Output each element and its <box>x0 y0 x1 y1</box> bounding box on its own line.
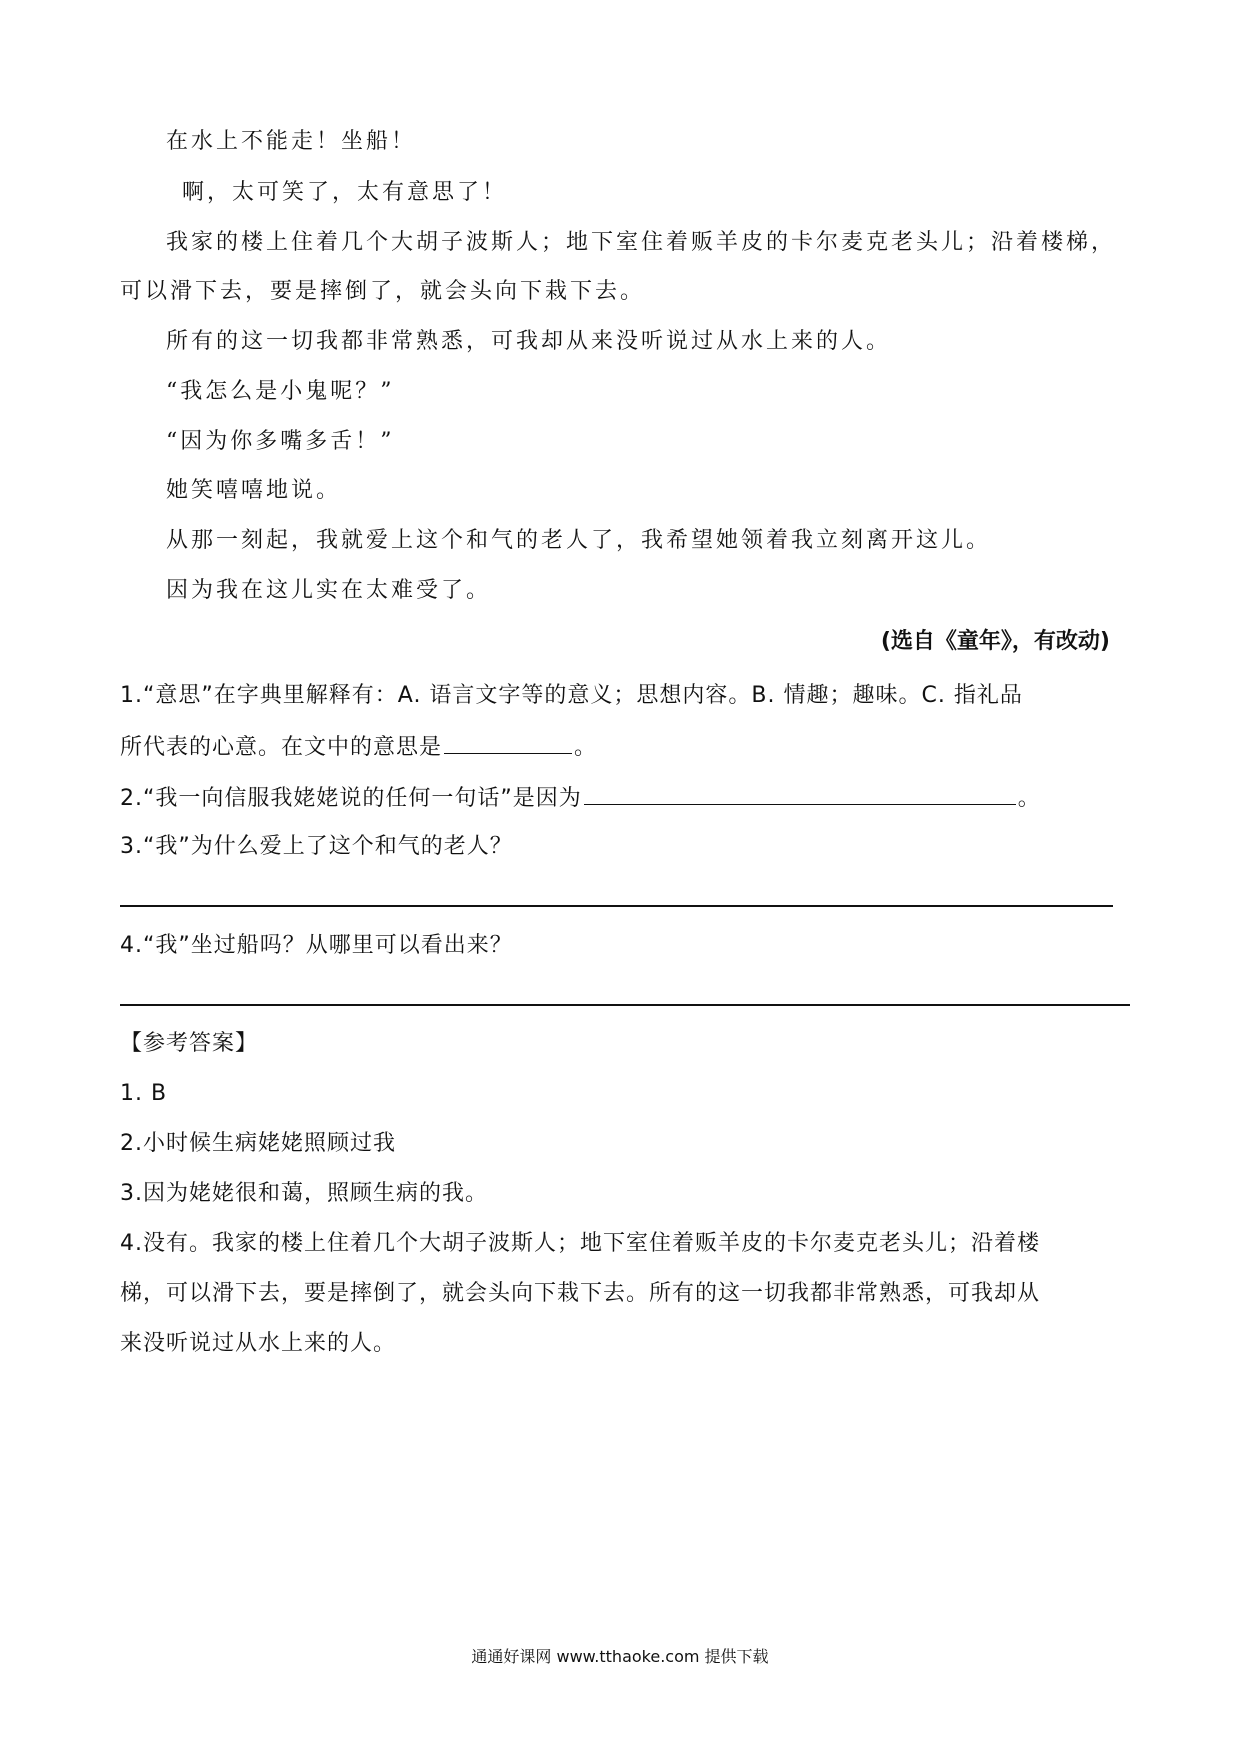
story-paragraph-3-line-2: 可以滑下去，要是摔倒了，就会头向下栽下去。 <box>120 279 646 304</box>
answer-2: 2.小时候生病姥姥照顾过我 <box>120 1131 396 1156</box>
answer-4-line-3: 来没听说过从水上来的人。 <box>120 1331 397 1356</box>
answer-3: 3.因为姥姥很和蔼，照顾生病的我。 <box>120 1181 488 1206</box>
story-paragraph-2: 啊，太可笑了，太有意思了！ <box>182 180 508 205</box>
answer-4-line-2: 梯，可以滑下去，要是摔倒了，就会头向下栽下去。所有的这一切我都非常熟悉，可我却从 <box>120 1281 1041 1306</box>
source-citation: (选自《童年》，有改动) <box>880 629 1110 654</box>
question-1-line-1: 1.“意思”在字典里解释有：A. 语言文字等的意义；思想内容。B. 情趣；趣味。C. 指礼品 <box>120 683 1023 708</box>
answer-blank-1[interactable] <box>444 731 572 754</box>
answer-blank-2[interactable] <box>584 782 1016 805</box>
question-3: 3.“我”为什么爱上了这个和气的老人？ <box>120 834 513 859</box>
question-1-text: 所代表的心意。在文中的意思是 <box>120 735 443 760</box>
question-2 <box>120 782 1041 814</box>
story-paragraph-9: 因为我在这儿实在太难受了。 <box>166 578 492 603</box>
answer-line-4[interactable] <box>120 1004 1130 1006</box>
question-1-line-2 <box>120 731 597 763</box>
story-paragraph-3-line-1: 我家的楼上住着几个大胡子波斯人；地下室住着贩羊皮的卡尔麦克老头儿；沿着楼梯， <box>166 230 1117 255</box>
answer-4-line-1: 4.没有。我家的楼上住着几个大胡子波斯人；地下室住着贩羊皮的卡尔麦克老头儿；沿着楼 <box>120 1231 1040 1256</box>
question-2-text: 2.“我一向信服我姥姥说的任何一句话”是因为 <box>120 786 582 811</box>
story-paragraph-5: “我怎么是小鬼呢？” <box>166 379 395 404</box>
question-4: 4.“我”坐过船吗？从哪里可以看出来？ <box>120 933 513 958</box>
question-1-end: 。 <box>574 735 598 760</box>
story-paragraph-7: 她笑嘻嘻地说。 <box>166 478 342 503</box>
story-paragraph-8: 从那一刻起，我就爱上这个和气的老人了，我希望她领着我立刻离开这儿。 <box>166 528 992 553</box>
story-paragraph-4: 所有的这一切我都非常熟悉，可我却从来没听说过从水上来的人。 <box>166 329 892 354</box>
story-paragraph-1: 在水上不能走！坐船！ <box>166 129 417 154</box>
footer-credit: 通通好课网 www.tthaoke.com 提供下载 <box>471 1647 769 1666</box>
answer-1: 1. B <box>120 1081 168 1106</box>
answer-line-3[interactable] <box>120 905 1113 907</box>
question-2-end: 。 <box>1017 786 1041 811</box>
answers-heading: 【参考答案】 <box>120 1031 259 1056</box>
story-paragraph-6: “因为你多嘴多舌！” <box>166 429 395 454</box>
